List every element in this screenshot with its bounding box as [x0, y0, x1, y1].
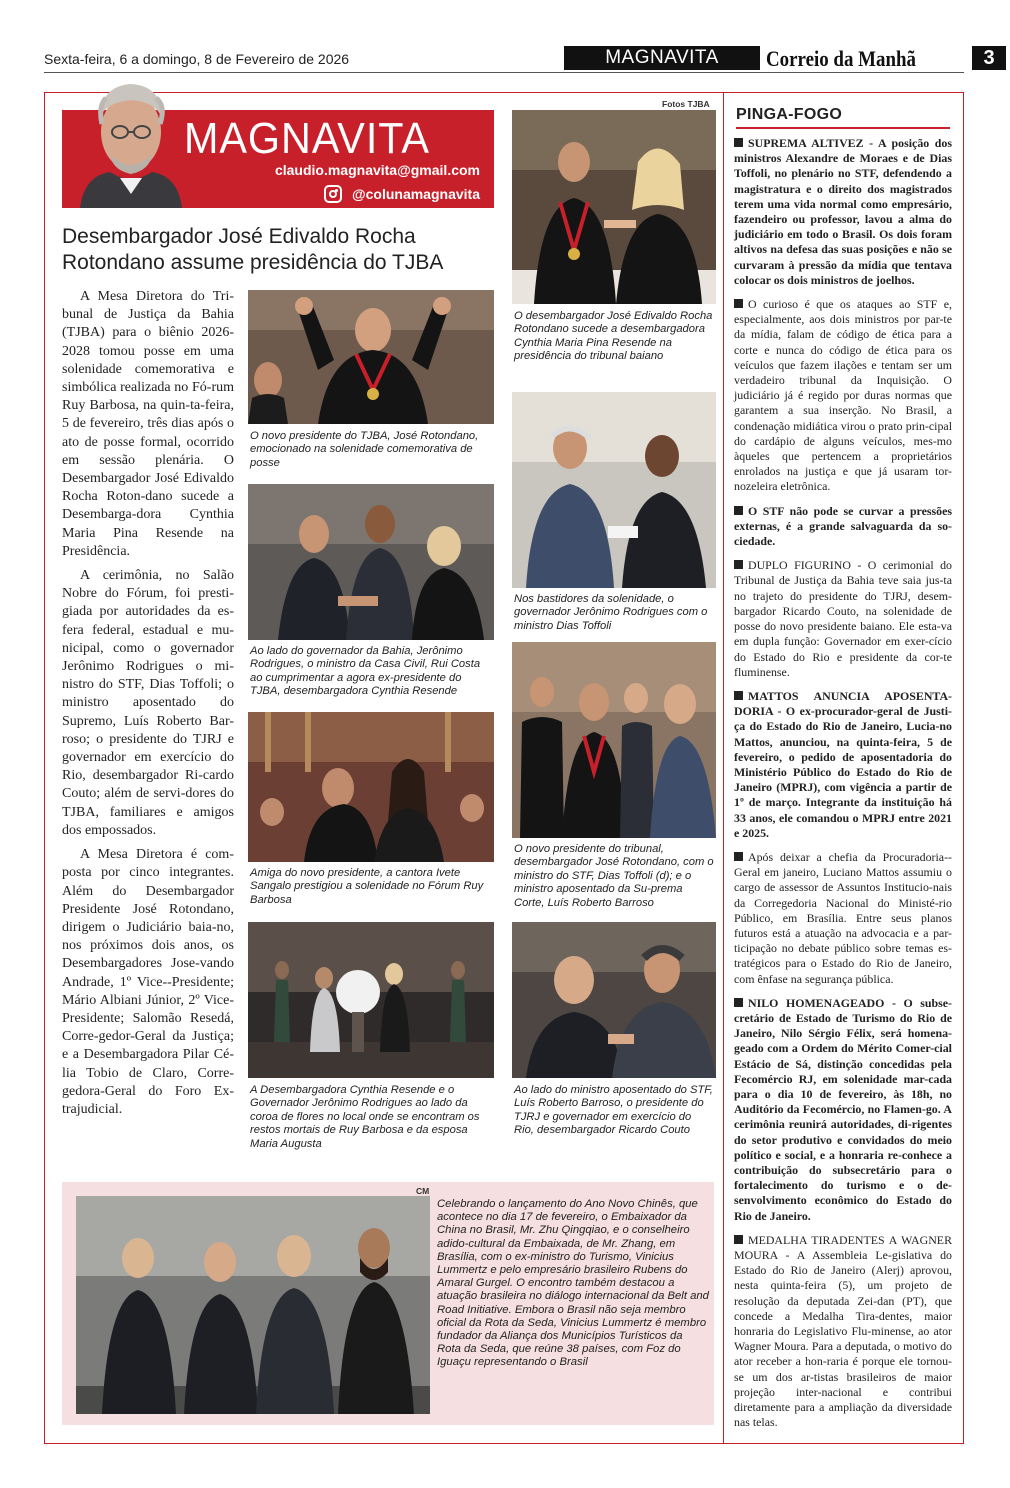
instagram-icon	[324, 185, 342, 203]
note-item: SUPREMA ALTIVEZ - A posição dos ministros Alexandre de Moraes e de Dias Toffoli, no plenário no STF, defendendo a magistratura e o direito dos magistrados terem uma vida normal como empresário, fazendeiro ou professor, lavou a alma do judiciário em todo o Brasil. Os dois foram altivos na defesa das suas posições e não se curvaram à pressão da mídia que tentava colocar os dois ministros de joelhos.	[734, 136, 952, 287]
photo-chinese-new-year	[76, 1196, 430, 1414]
note-item: DUPLO FIGURINO - O cerimonial do Tribunal de Justiça da Bahia teve saia jus-ta no trajeto do presidente do TJRJ, desem-bargador Ricardo Couto, na solenidade de posse do novo presidente baiano. Ele esta-va em dupla função: Governador em exer-cício do Estado do Rio e presidente da cor-te fluminense.	[734, 558, 952, 679]
pinga-fogo-column	[734, 136, 952, 1439]
column-banner	[62, 110, 494, 208]
pinga-fogo-title: PINGA-FOGO	[736, 106, 843, 123]
bullet-square-icon	[734, 138, 743, 147]
note-item: O curioso é que os ataques ao STF e, especialmente, aos dois ministros por par-te da mídia, falam de código de ética para a corte e nunca do código de ética para os veículos que fazem ilações e tentam ser um verdadeiro tribunal da Inquisição. O judiciário já é regido por duras normas que garantem a sua inserção. No Brasil, a condenação midiática virou o prato prin-cipal do cardápio de alguns veículos, mes-mo àqueles que pertencem a proprietários enrolados na justiça e que já usaram tor-nozeleira eletrônica.	[734, 297, 952, 494]
photo-ivete-sangalo	[248, 712, 494, 862]
note-item: NILO HOMENAGEADO - O subse-cretário de Estado de Turismo do Rio de Janeiro, Nilo Sérgio Félix, será homena-geado com a Ordem do Mérito Comer-cial Estácio de Sá, distinção concedidas pela Fecomércio RJ, em solenidade mar-cada para o dia 10 de fevereiro, às 18h, no Auditório da Fecomércio, no Flamen-go. A cerimônia reunirá autoridades, di-rigentes do setor produtivo e convidados do meio político e social, e a honraria re-conhece a contribuição do subsecretário para o fortalecimento do turismo e o de-senvolvimento econômico do Estado do Rio de Janeiro.	[734, 995, 952, 1223]
photo-credit: Fotos TJBA	[662, 99, 710, 109]
photo-caption: Ao lado do governador da Bahia, Jerônimo Rodrigues, o ministro da Casa Civil, Rui Costa ao cumprimentar a agora ex-presidente do TJBA, desembargadora Cynthia Resende	[250, 645, 481, 698]
bullet-square-icon	[734, 998, 743, 1007]
bullet-square-icon	[734, 299, 743, 308]
photo-caption: Amiga do novo presidente, a cantora Ivete Sangalo prestigiou a solenidade no Fórum Ruy Barbosa	[250, 867, 484, 906]
column-divider	[723, 92, 724, 1444]
column-name: MAGNAVITA	[184, 114, 430, 163]
photo-caption: O novo presidente do tribunal, desembargador José Rotondano, com o ministro do STF, Dias Toffoli (d); e o ministro aposentado da Su-prema Corte, Luís Roberto Barroso	[514, 843, 714, 909]
article-paragraph: A Mesa Diretora é com-posta por cinco integrantes. Além do Desembargador Presidente José Rotondano, dirigem o Judiciário baia-no, nos próximos dois anos, os Desembargadores Jose-vando Andrade, 1º Vice--Presidente; Mário Albiani Júnior, 2º Vice-Presidente; Salomão Resedá, Corre-gedor-Geral da Justiça; e a Desembargadora Pilar Cé-lia Tobio de Claro, Corre-gedora-Geral do Foro Ex-trajudicial.	[62, 847, 234, 1117]
box-caption: Celebrando o lançamento do Ano Novo Chinês, que acontece no dia 17 de fevereiro, o Embaixador da China no Brasil, Mr. Zhu Qingqiao, e o conselheiro adido-cultural da Embaixada, de Mr. Zhang, em Brasília, com o ex-ministro do Turismo, Vinicius Lummertz e pelo empresário brasileiro Rubens do Amaral Gurgel. O encontro também destacou a atuação brasileira no diálogo internacional da Belt and Road Initiative. Embora o Brasil não seja membro oficial da Rota da Seda, Vinicius Lummertz é membro fundador da Aliança dos Municípios Turísticos da Rota da Seda, que reúne 38 países, com Foz do Iguaçu representando o Brasil	[437, 1198, 709, 1369]
bullet-square-icon	[734, 1235, 743, 1244]
photo-caption: Ao lado do ministro aposentado do STF, Luís Roberto Barroso, o presidente do TJRJ e governador em exercício do Rio, desembargador Ricardo Couto	[514, 1084, 713, 1137]
note-item: O STF não pode se curvar a pressões externas, é a grande salvaguarda da so-ciedade.	[734, 503, 952, 549]
columnist-email[interactable]: claudio.magnavita@gmail.com	[274, 162, 480, 178]
page-number: 3	[972, 46, 1006, 70]
instagram-handle-text: @colunamagnavita	[351, 186, 480, 202]
section-label: MAGNAVITA	[564, 46, 760, 70]
page-header	[44, 46, 995, 72]
photo-rotondano-toffoli-barroso	[512, 642, 716, 838]
photo-barroso-couto	[512, 922, 716, 1078]
photo-sash-ceremony	[512, 110, 716, 304]
photo-caption: O desembargador José Edivaldo Rocha Rotondano sucede a desembargadora Cynthia Maria Pina Resende na presidência do tribunal baiano	[514, 310, 713, 363]
note-item: MATTOS ANUNCIA APOSENTA-DORIA - O ex-procurador-geral de Justi-ça do Estado do Rio de Janeiro, Lucia-no Mattos, anunciou, na quinta-feira, 5 de fevereiro, o pedido de aposentadoria do Ministério Público do Estado do Rio de Janeiro (MPRJ), com vigência a partir de 1º de março. Integrante da instituição há 33 anos, ele comandou o MPRJ entre 2021 e 2025.	[734, 688, 952, 840]
note-item: MEDALHA TIRADENTES A WAGNER MOURA - A Assembleia Le-gislativa do Estado do Rio de Janeiro (Alerj) aprovou, nesta quinta-feira (5), um projeto de resolução da deputada Zei-dan (PT), que concede a Medalha Tira-dentes, maior honraria do Legislativo Flu-minense, ao ator Wagner Moura. Para a deputada, o motivo do ator receber a hon-raria é porque ele tornou-se um dos ar-tistas brasileiros de maior projeção inter-nacional e contribui diretamente para a ampliação da diversidade nas telas.	[734, 1232, 952, 1430]
article-body	[62, 288, 234, 1125]
article-headline: Desembargador José Edivaldo Rocha Rotondano assume presidência do TJBA	[62, 225, 444, 274]
bullet-square-icon	[734, 691, 743, 700]
photo-governor-greeting	[248, 484, 494, 640]
photo-caption: A Desembargadora Cynthia Resende e o Governador Jerônimo Rodrigues ao lado da coroa de flores no local onde se encontram os restos mortais de Ruy Barbosa e da esposa Maria Augusta	[250, 1084, 480, 1150]
header-rule	[44, 72, 964, 73]
newspaper-logo: Correio da Manhã	[766, 46, 916, 71]
bullet-square-icon	[734, 506, 743, 515]
issue-date: Sexta-feira, 6 a domingo, 8 de Fevereiro de 2026	[44, 51, 350, 67]
bullet-square-icon	[734, 852, 743, 861]
bullet-square-icon	[734, 560, 743, 569]
photo-flower-wreath	[248, 922, 494, 1078]
photo-caption: Nos bastidores da solenidade, o governador Jerônimo Rodrigues com o ministro Dias Toffoli	[514, 593, 708, 632]
instagram-handle[interactable]	[324, 185, 480, 203]
article-paragraph: A Mesa Diretora do Tri-bunal de Justiça da Bahia (TJBA) para o biênio 2026-2028 tomou posse em uma solenidade comemorativa e simbólica realizada no Fó-rum Ruy Barbosa, na quin-ta-feira, 5 de fevereiro, três dias após o ato de posse formal, ocorrido em sessão plenária. O Desembargador José Edivaldo Rocha Roton-dano sucede a Desembarga-dora Cynthia Maria Pina Resende na Presidência.	[62, 289, 234, 559]
photo-backstage-toffoli	[512, 392, 716, 588]
photo-rotondano-celebrating	[248, 290, 494, 424]
photo-credit: CM	[416, 1186, 430, 1196]
article-paragraph: A cerimônia, no Salão Nobre do Fórum, foi presti-giada por autoridades da es-fera federal, estadual e mu-nicipal, como o governador Jerônimo Rodrigues o mi-nistro do STF, Dias Toffoli; o ministro aposentado do Supremo, Luís Roberto Bar-roso; o presidente do TJRJ e governador em exercício do Rio, desembargador Ri-cardo Couto; além de servi-dores do TJBA, familiares e amigos dos empossados.	[62, 568, 234, 838]
columnist-portrait	[80, 76, 182, 208]
pinga-fogo-rule	[736, 127, 950, 129]
note-item: Após deixar a chefia da Procuradoria--Geral em janeiro, Luciano Mattos assumiu o cargo de assessor de Assuntos Institucio-nais da Corregedoria Nacional do Ministé-rio Público, em Brasília. Entre seus planos futuros está a atuação na advocacia e a par-ticipação no debate público sobre temas es-tratégicos para o Estado do Rio de Janeiro, com ênfase na segurança pública.	[734, 849, 952, 986]
photo-caption: O novo presidente do TJBA, José Rotondano, emocionado na solenidade comemorativa de posse	[250, 430, 479, 469]
